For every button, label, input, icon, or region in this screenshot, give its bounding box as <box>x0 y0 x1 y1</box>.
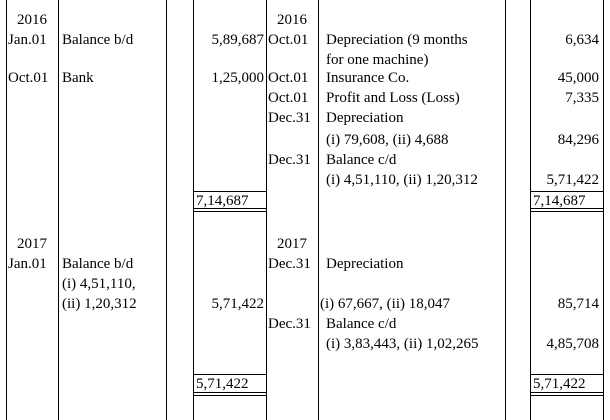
right-amount-cell: 4,85,708 <box>546 336 599 352</box>
total-double-rule <box>194 395 266 396</box>
left-total-2016: 7,14,687 <box>196 193 249 209</box>
left-particulars-cell: Balance b/d <box>62 32 134 48</box>
total-double-rule <box>194 211 266 212</box>
right-year-2017: 2017 <box>277 236 307 252</box>
right-particulars-cell: for one machine) <box>326 52 429 68</box>
right-particulars-cell: (i) 4,51,110, (ii) 1,20,312 <box>326 172 478 188</box>
left-date-cell: Oct.01 <box>8 70 49 86</box>
right-total-2017: 5,71,422 <box>533 376 586 392</box>
right-particulars-cell: Insurance Co. <box>326 70 410 86</box>
column-rule <box>505 0 506 420</box>
right-amount-cell: 7,335 <box>565 90 599 106</box>
left-year-2017: 2017 <box>17 236 47 252</box>
left-amount-cell: 5,71,422 <box>211 296 264 312</box>
right-date-cell: Oct.01 <box>268 90 309 106</box>
left-particulars-cell: Balance b/d <box>62 256 134 272</box>
right-particulars-cell: Balance c/d <box>326 152 397 168</box>
left-particulars-cell: (i) 4,51,110, <box>62 276 136 292</box>
right-date-cell: Dec.31 <box>268 152 311 168</box>
right-particulars-cell: Balance c/d <box>326 316 397 332</box>
total-double-rule <box>531 395 603 396</box>
right-particulars-cell: Profit and Loss (Loss) <box>326 90 460 106</box>
left-particulars-cell: Bank <box>62 70 94 86</box>
column-rule <box>193 0 194 420</box>
total-double-rule <box>194 208 266 209</box>
total-double-rule <box>531 208 603 209</box>
right-amount-cell: 6,634 <box>565 32 599 48</box>
left-date-cell: Jan.01 <box>8 256 47 272</box>
column-rule <box>530 0 531 420</box>
right-particulars-cell: (i) 79,608, (ii) 4,688 <box>326 132 449 148</box>
right-particulars-cell: (i) 3,83,443, (ii) 1,02,265 <box>326 336 479 352</box>
total-double-rule <box>194 392 266 393</box>
left-amount-cell: 5,89,687 <box>211 32 264 48</box>
right-particulars-cell: (i) 67,667, (ii) 18,047 <box>320 296 450 312</box>
total-double-rule <box>531 392 603 393</box>
right-date-cell: Oct.01 <box>268 32 309 48</box>
left-amount-cell: 1,25,000 <box>211 70 264 86</box>
column-rule <box>166 0 167 420</box>
right-amount-cell: 84,296 <box>557 132 599 148</box>
right-date-cell: Dec.31 <box>268 256 311 272</box>
left-year-2016: 2016 <box>17 12 47 28</box>
left-date-cell: Jan.01 <box>8 32 47 48</box>
right-year-2016: 2016 <box>277 12 307 28</box>
column-rule <box>603 0 604 420</box>
total-double-rule <box>531 211 603 212</box>
left-total-2017: 5,71,422 <box>196 376 249 392</box>
column-rule <box>58 0 59 420</box>
right-amount-cell: 5,71,422 <box>546 172 599 188</box>
column-rule <box>6 0 7 420</box>
left-particulars-cell: (ii) 1,20,312 <box>62 296 137 312</box>
right-date-cell: Dec.31 <box>268 316 311 332</box>
right-amount-cell: 45,000 <box>557 70 599 86</box>
right-date-cell: Oct.01 <box>268 70 309 86</box>
right-date-cell: Dec.31 <box>268 110 311 126</box>
column-rule <box>318 0 319 420</box>
right-amount-cell: 85,714 <box>557 296 599 312</box>
right-particulars-cell: Depreciation (9 months <box>326 32 468 48</box>
right-total-2016: 7,14,687 <box>533 193 586 209</box>
right-particulars-cell: Depreciation <box>326 256 404 272</box>
right-particulars-cell: Depreciation <box>326 110 404 126</box>
column-rule <box>266 0 267 420</box>
